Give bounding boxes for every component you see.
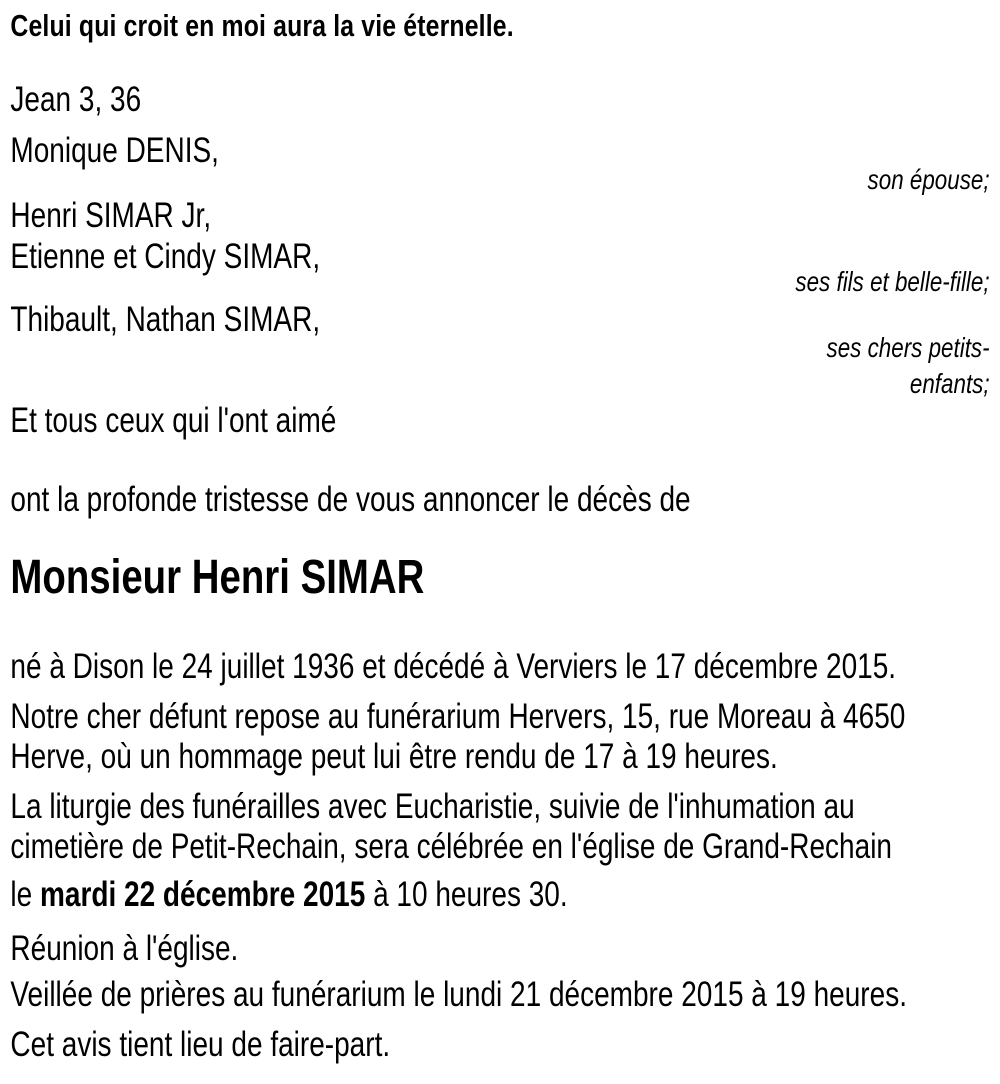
liturgy-line-2: cimetière de Petit-Rechain, sera célébrée en l'église de Grand-Rechain <box>10 827 892 866</box>
mourners-line: Et tous ceux qui l'ont aimé <box>10 401 337 440</box>
deceased-name-heading: Monsieur Henri SIMAR <box>10 551 425 604</box>
ceremony-suffix: à 10 heures 30. <box>365 875 568 914</box>
meeting-line: Réunion à l'église. <box>10 929 239 968</box>
ceremony-date-line <box>10 875 567 915</box>
scripture-reference: Jean 3, 36 <box>10 80 142 119</box>
liturgy-line-1: La liturgie des funérailles avec Eucharistie, suivie de l'inhumation au <box>10 787 855 826</box>
spouse-name-line: Monique DENIS, <box>10 131 219 170</box>
repose-line-1: Notre cher défunt repose au funérarium Hervers, 15, rue Moreau à 4650 <box>10 697 906 736</box>
children-names-line: Etienne et Cindy SIMAR, <box>10 237 321 276</box>
spouse-relation-label: son épouse; <box>867 164 990 195</box>
announcement-line: ont la profonde tristesse de vous annoncer le décès de <box>10 480 691 519</box>
children-relation-label: ses fils et belle-fille; <box>795 266 990 297</box>
ceremony-prefix: le <box>10 875 40 914</box>
vigil-line: Veillée de prières au funérarium le lundi 21 décembre 2015 à 19 heures. <box>10 975 907 1014</box>
birth-death-line: né à Dison le 24 juillet 1936 et décédé à Verviers le 17 décembre 2015. <box>10 647 897 686</box>
legal-notice-line: Cet avis tient lieu de faire-part. <box>10 1025 391 1064</box>
grandchildren-relation-label-line1: ses chers petits- <box>826 332 990 363</box>
grandchildren-relation-label-line2: enfants; <box>909 368 990 399</box>
ceremony-date-bold: mardi 22 décembre 2015 <box>39 875 366 914</box>
grandchildren-names-line: Thibault, Nathan SIMAR, <box>10 300 321 339</box>
son-name-line: Henri SIMAR Jr, <box>10 196 212 235</box>
repose-line-2: Herve, où un hommage peut lui être rendu de 17 à 19 heures. <box>10 737 778 776</box>
scripture-quote: Celui qui croit en moi aura la vie éternelle. <box>10 8 514 43</box>
